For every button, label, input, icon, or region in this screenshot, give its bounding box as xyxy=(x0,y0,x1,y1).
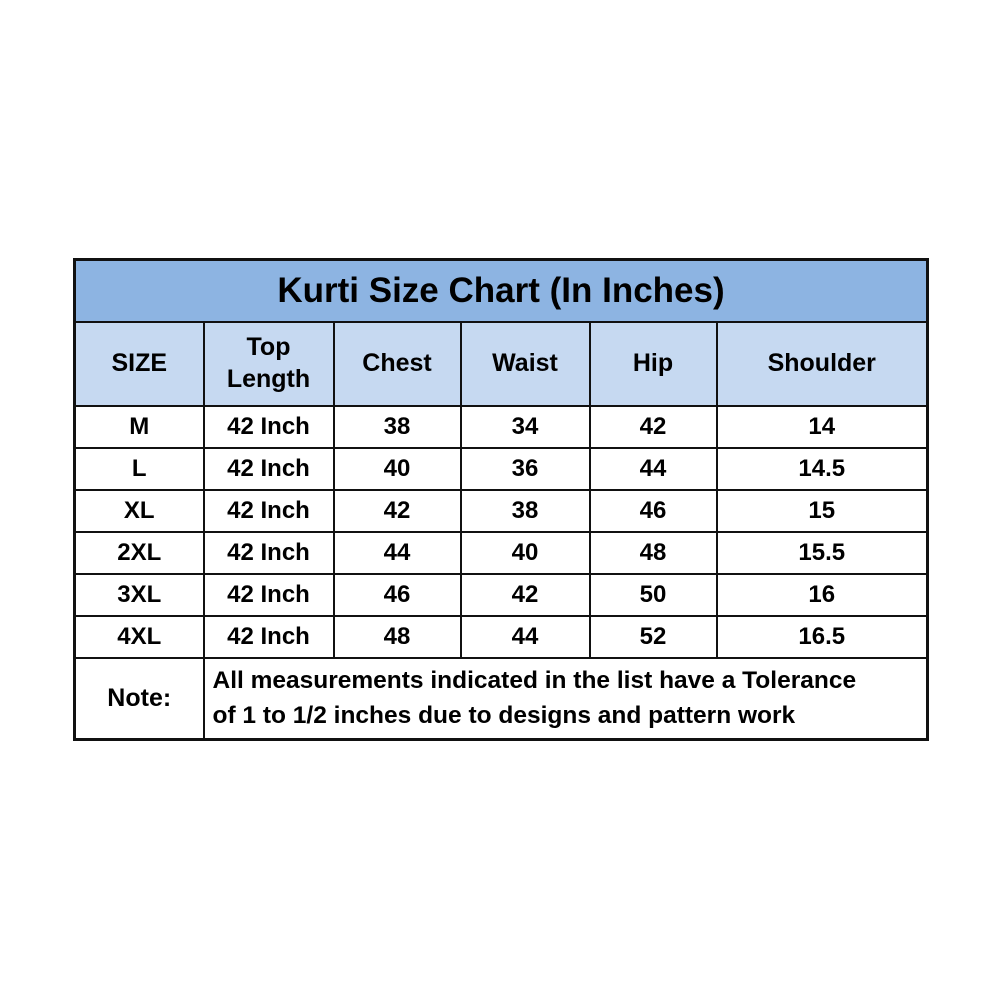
cell-waist: 44 xyxy=(461,616,590,658)
column-header-shoulder: Shoulder xyxy=(717,322,928,406)
table-row-4xl xyxy=(75,616,928,658)
column-header-hip: Hip xyxy=(590,322,717,406)
table-row-3xl xyxy=(75,574,928,616)
cell-waist: 36 xyxy=(461,448,590,490)
cell-shoulder: 16.5 xyxy=(717,616,928,658)
cell-waist: 40 xyxy=(461,532,590,574)
cell-size: 4XL xyxy=(75,616,204,658)
note-text-line1: All measurements indicated in the list have a Tolerance xyxy=(212,666,857,694)
cell-shoulder: 14.5 xyxy=(717,448,928,490)
size-chart xyxy=(73,258,926,741)
cell-top-length: 42 Inch xyxy=(204,574,334,616)
column-header-top-length: Top Length xyxy=(204,322,334,406)
chart-title: Kurti Size Chart (In Inches) xyxy=(75,260,928,322)
cell-chest: 42 xyxy=(334,490,461,532)
cell-waist: 42 xyxy=(461,574,590,616)
cell-chest: 44 xyxy=(334,532,461,574)
cell-top-length: 42 Inch xyxy=(204,490,334,532)
cell-shoulder: 14 xyxy=(717,406,928,448)
cell-waist: 34 xyxy=(461,406,590,448)
column-header-size: SIZE xyxy=(75,322,204,406)
cell-shoulder: 15.5 xyxy=(717,532,928,574)
table-row-xl xyxy=(75,490,928,532)
cell-top-length: 42 Inch xyxy=(204,406,334,448)
note-text xyxy=(204,658,928,740)
cell-hip: 42 xyxy=(590,406,717,448)
cell-shoulder: 16 xyxy=(717,574,928,616)
cell-shoulder: 15 xyxy=(717,490,928,532)
column-header-chest: Chest xyxy=(334,322,461,406)
cell-size: 2XL xyxy=(75,532,204,574)
cell-chest: 40 xyxy=(334,448,461,490)
cell-size: M xyxy=(75,406,204,448)
header-row xyxy=(75,322,928,406)
cell-size: XL xyxy=(75,490,204,532)
cell-waist: 38 xyxy=(461,490,590,532)
note-text-line2: of 1 to 1/2 inches due to designs and pattern work xyxy=(212,702,796,730)
column-header-waist: Waist xyxy=(461,322,590,406)
note-label: Note: xyxy=(75,658,204,740)
cell-hip: 46 xyxy=(590,490,717,532)
cell-top-length: 42 Inch xyxy=(204,616,334,658)
table-row-2xl xyxy=(75,532,928,574)
table-row-m xyxy=(75,406,928,448)
cell-size: L xyxy=(75,448,204,490)
cell-chest: 46 xyxy=(334,574,461,616)
cell-top-length: 42 Inch xyxy=(204,532,334,574)
cell-hip: 44 xyxy=(590,448,717,490)
note-row xyxy=(75,658,928,740)
cell-size: 3XL xyxy=(75,574,204,616)
cell-chest: 48 xyxy=(334,616,461,658)
title-row xyxy=(75,260,928,322)
cell-hip: 50 xyxy=(590,574,717,616)
size-chart-table xyxy=(73,258,929,741)
cell-hip: 48 xyxy=(590,532,717,574)
cell-top-length: 42 Inch xyxy=(204,448,334,490)
cell-hip: 52 xyxy=(590,616,717,658)
cell-chest: 38 xyxy=(334,406,461,448)
table-row-l xyxy=(75,448,928,490)
